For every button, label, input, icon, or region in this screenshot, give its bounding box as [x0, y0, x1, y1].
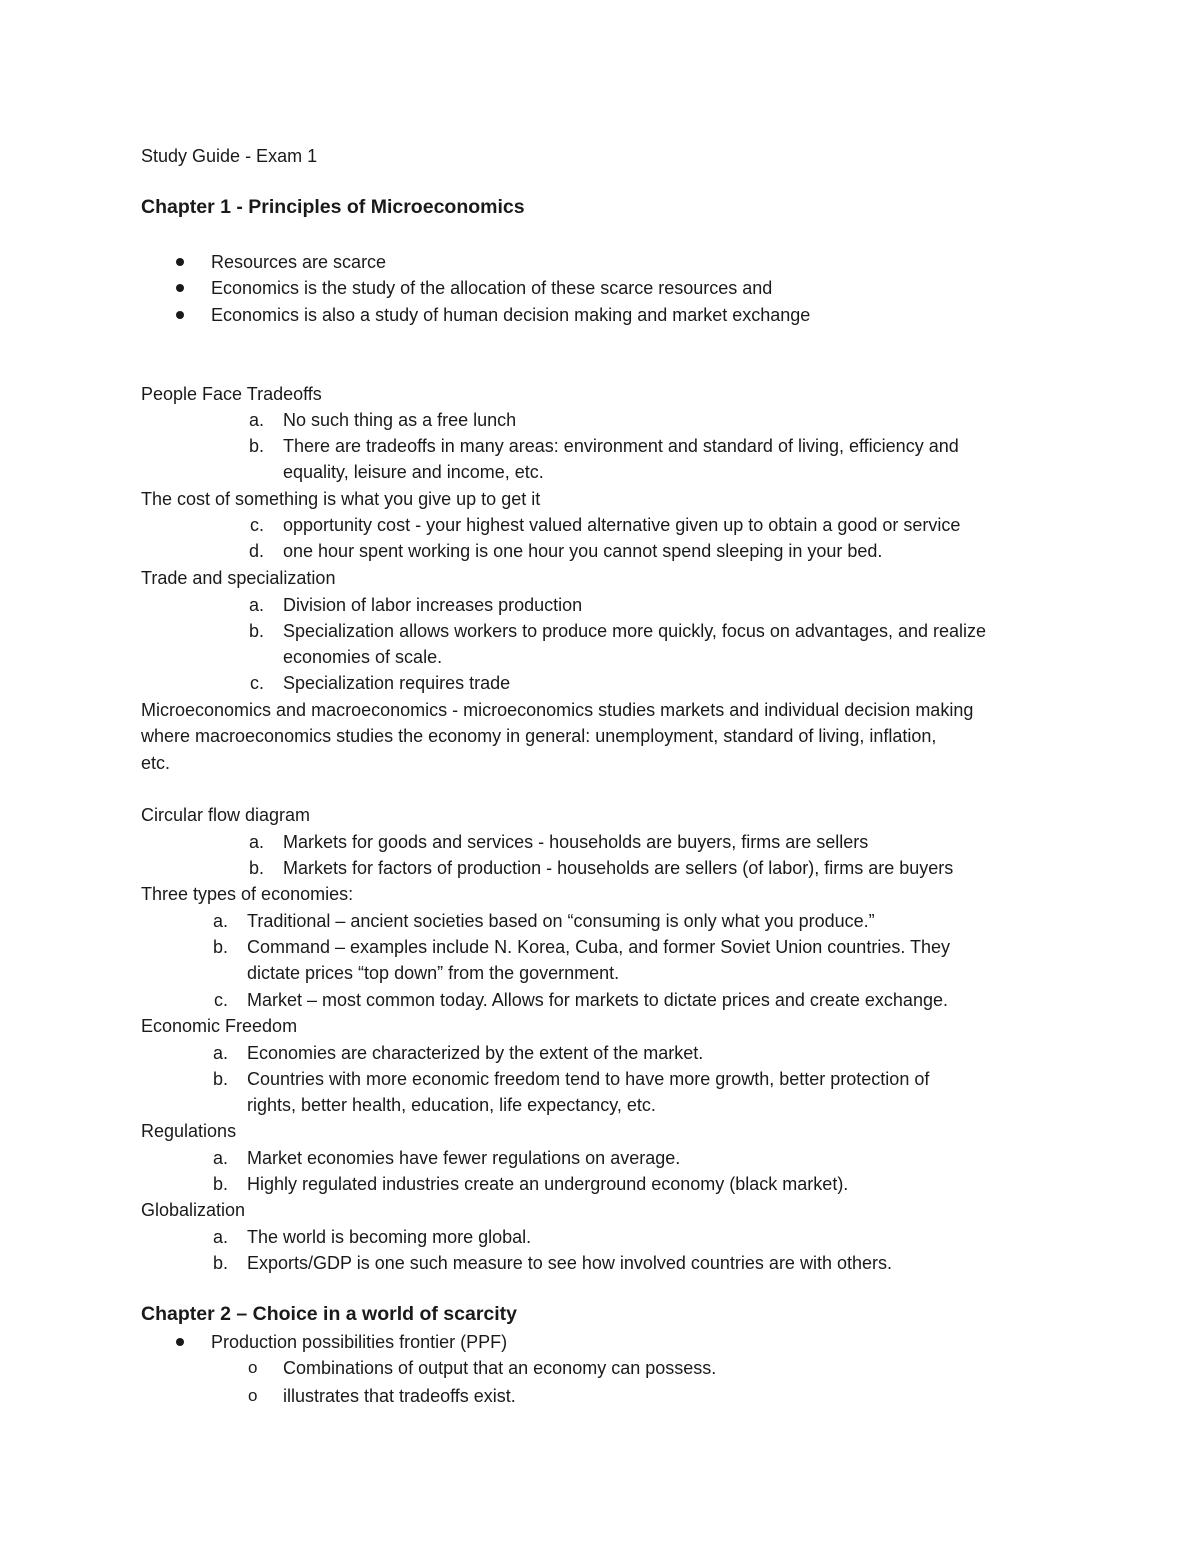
list-item: No such thing as a free lunch	[283, 410, 517, 430]
list-marker: a.	[248, 832, 264, 852]
bullet-icon	[176, 311, 184, 319]
bullet-text: Economics is also a study of human decision making and market exchange	[211, 305, 811, 325]
list-marker: a.	[212, 911, 228, 931]
list-item: Exports/GDP is one such measure to see how involved countries are with others.	[247, 1253, 892, 1273]
list-item: one hour spent working is one hour you cannot spend sleeping in your bed.	[283, 541, 883, 561]
list-marker: a.	[248, 595, 264, 615]
bullet-text: Economics is the study of the allocation of these scarce resources and	[211, 278, 773, 298]
list-marker: b.	[248, 621, 264, 641]
bullet-icon	[176, 1338, 184, 1346]
section-heading: People Face Tradeoffs	[141, 384, 322, 404]
list-marker: b.	[212, 1253, 228, 1273]
section-heading: Three types of economies:	[141, 884, 354, 904]
paragraph-line: where macroeconomics studies the economy in general: unemployment, standard of living, inflation,	[141, 726, 937, 746]
list-marker: c.	[249, 673, 264, 693]
list-marker: b.	[248, 436, 264, 456]
section-heading: Economic Freedom	[141, 1016, 298, 1036]
bullet-icon	[176, 284, 184, 292]
section-heading: Trade and specialization	[141, 568, 336, 588]
sub-bullet-text: Combinations of output that an economy can possess.	[283, 1358, 717, 1378]
list-item-continued: equality, leisure and income, etc.	[283, 462, 544, 482]
section-heading: Circular flow diagram	[141, 805, 311, 825]
list-item: There are tradeoffs in many areas: environment and standard of living, efficiency and	[283, 436, 959, 456]
list-item-continued: rights, better health, education, life expectancy, etc.	[247, 1095, 656, 1115]
list-item: Markets for goods and services - households are buyers, firms are sellers	[283, 832, 869, 852]
list-marker: a.	[212, 1148, 228, 1168]
list-item: Economies are characterized by the extent of the market.	[247, 1043, 704, 1063]
paragraph-line: Microeconomics and macroeconomics - microeconomics studies markets and individual decision making	[141, 700, 974, 720]
list-item: Command – examples include N. Korea, Cuba, and former Soviet Union countries. They	[247, 937, 951, 957]
list-item: Division of labor increases production	[283, 595, 583, 615]
list-item: The world is becoming more global.	[247, 1227, 532, 1247]
chapter-1-heading: Chapter 1 - Principles of Microeconomics	[141, 196, 525, 218]
list-marker: c.	[213, 990, 228, 1010]
list-item: Highly regulated industries create an underground economy (black market).	[247, 1174, 849, 1194]
section-heading: Globalization	[141, 1200, 246, 1220]
list-marker: a.	[212, 1227, 228, 1247]
list-item: Market – most common today. Allows for markets to dictate prices and create exchange.	[247, 990, 948, 1010]
sub-bullet-marker: o	[248, 1358, 258, 1377]
bullet-text: Production possibilities frontier (PPF)	[211, 1332, 508, 1352]
bullet-icon	[176, 258, 184, 266]
list-item: Specialization allows workers to produce more quickly, focus on advantages, and realize	[283, 621, 987, 641]
section-heading: Regulations	[141, 1121, 237, 1141]
sub-bullet-marker: o	[248, 1386, 258, 1405]
list-item-continued: dictate prices “top down” from the government.	[247, 963, 620, 983]
list-marker: b.	[212, 937, 228, 957]
bullet-text: Resources are scarce	[211, 252, 387, 272]
paragraph-line: etc.	[141, 753, 171, 773]
list-marker: a.	[212, 1043, 228, 1063]
list-marker: c.	[249, 515, 264, 535]
list-marker: b.	[248, 858, 264, 878]
chapter-2-heading: Chapter 2 – Choice in a world of scarcity	[141, 1303, 518, 1325]
list-item: Market economies have fewer regulations on average.	[247, 1148, 681, 1168]
list-item: Traditional – ancient societies based on “consuming is only what you produce.”	[247, 911, 875, 931]
sub-bullet-text: illustrates that tradeoffs exist.	[283, 1386, 516, 1406]
list-marker: a.	[248, 410, 264, 430]
list-item: Specialization requires trade	[283, 673, 511, 693]
list-item: opportunity cost - your highest valued alternative given up to obtain a good or service	[283, 515, 961, 535]
list-item-continued: economies of scale.	[283, 647, 443, 667]
list-item: Countries with more economic freedom tend to have more growth, better protection of	[247, 1069, 930, 1089]
list-marker: d.	[248, 541, 264, 561]
list-marker: b.	[212, 1069, 228, 1089]
section-heading: The cost of something is what you give up to get it	[141, 489, 541, 509]
list-marker: b.	[212, 1174, 228, 1194]
document-title: Study Guide - Exam 1	[141, 146, 318, 166]
list-item: Markets for factors of production - households are sellers (of labor), firms are buyers	[283, 858, 954, 878]
